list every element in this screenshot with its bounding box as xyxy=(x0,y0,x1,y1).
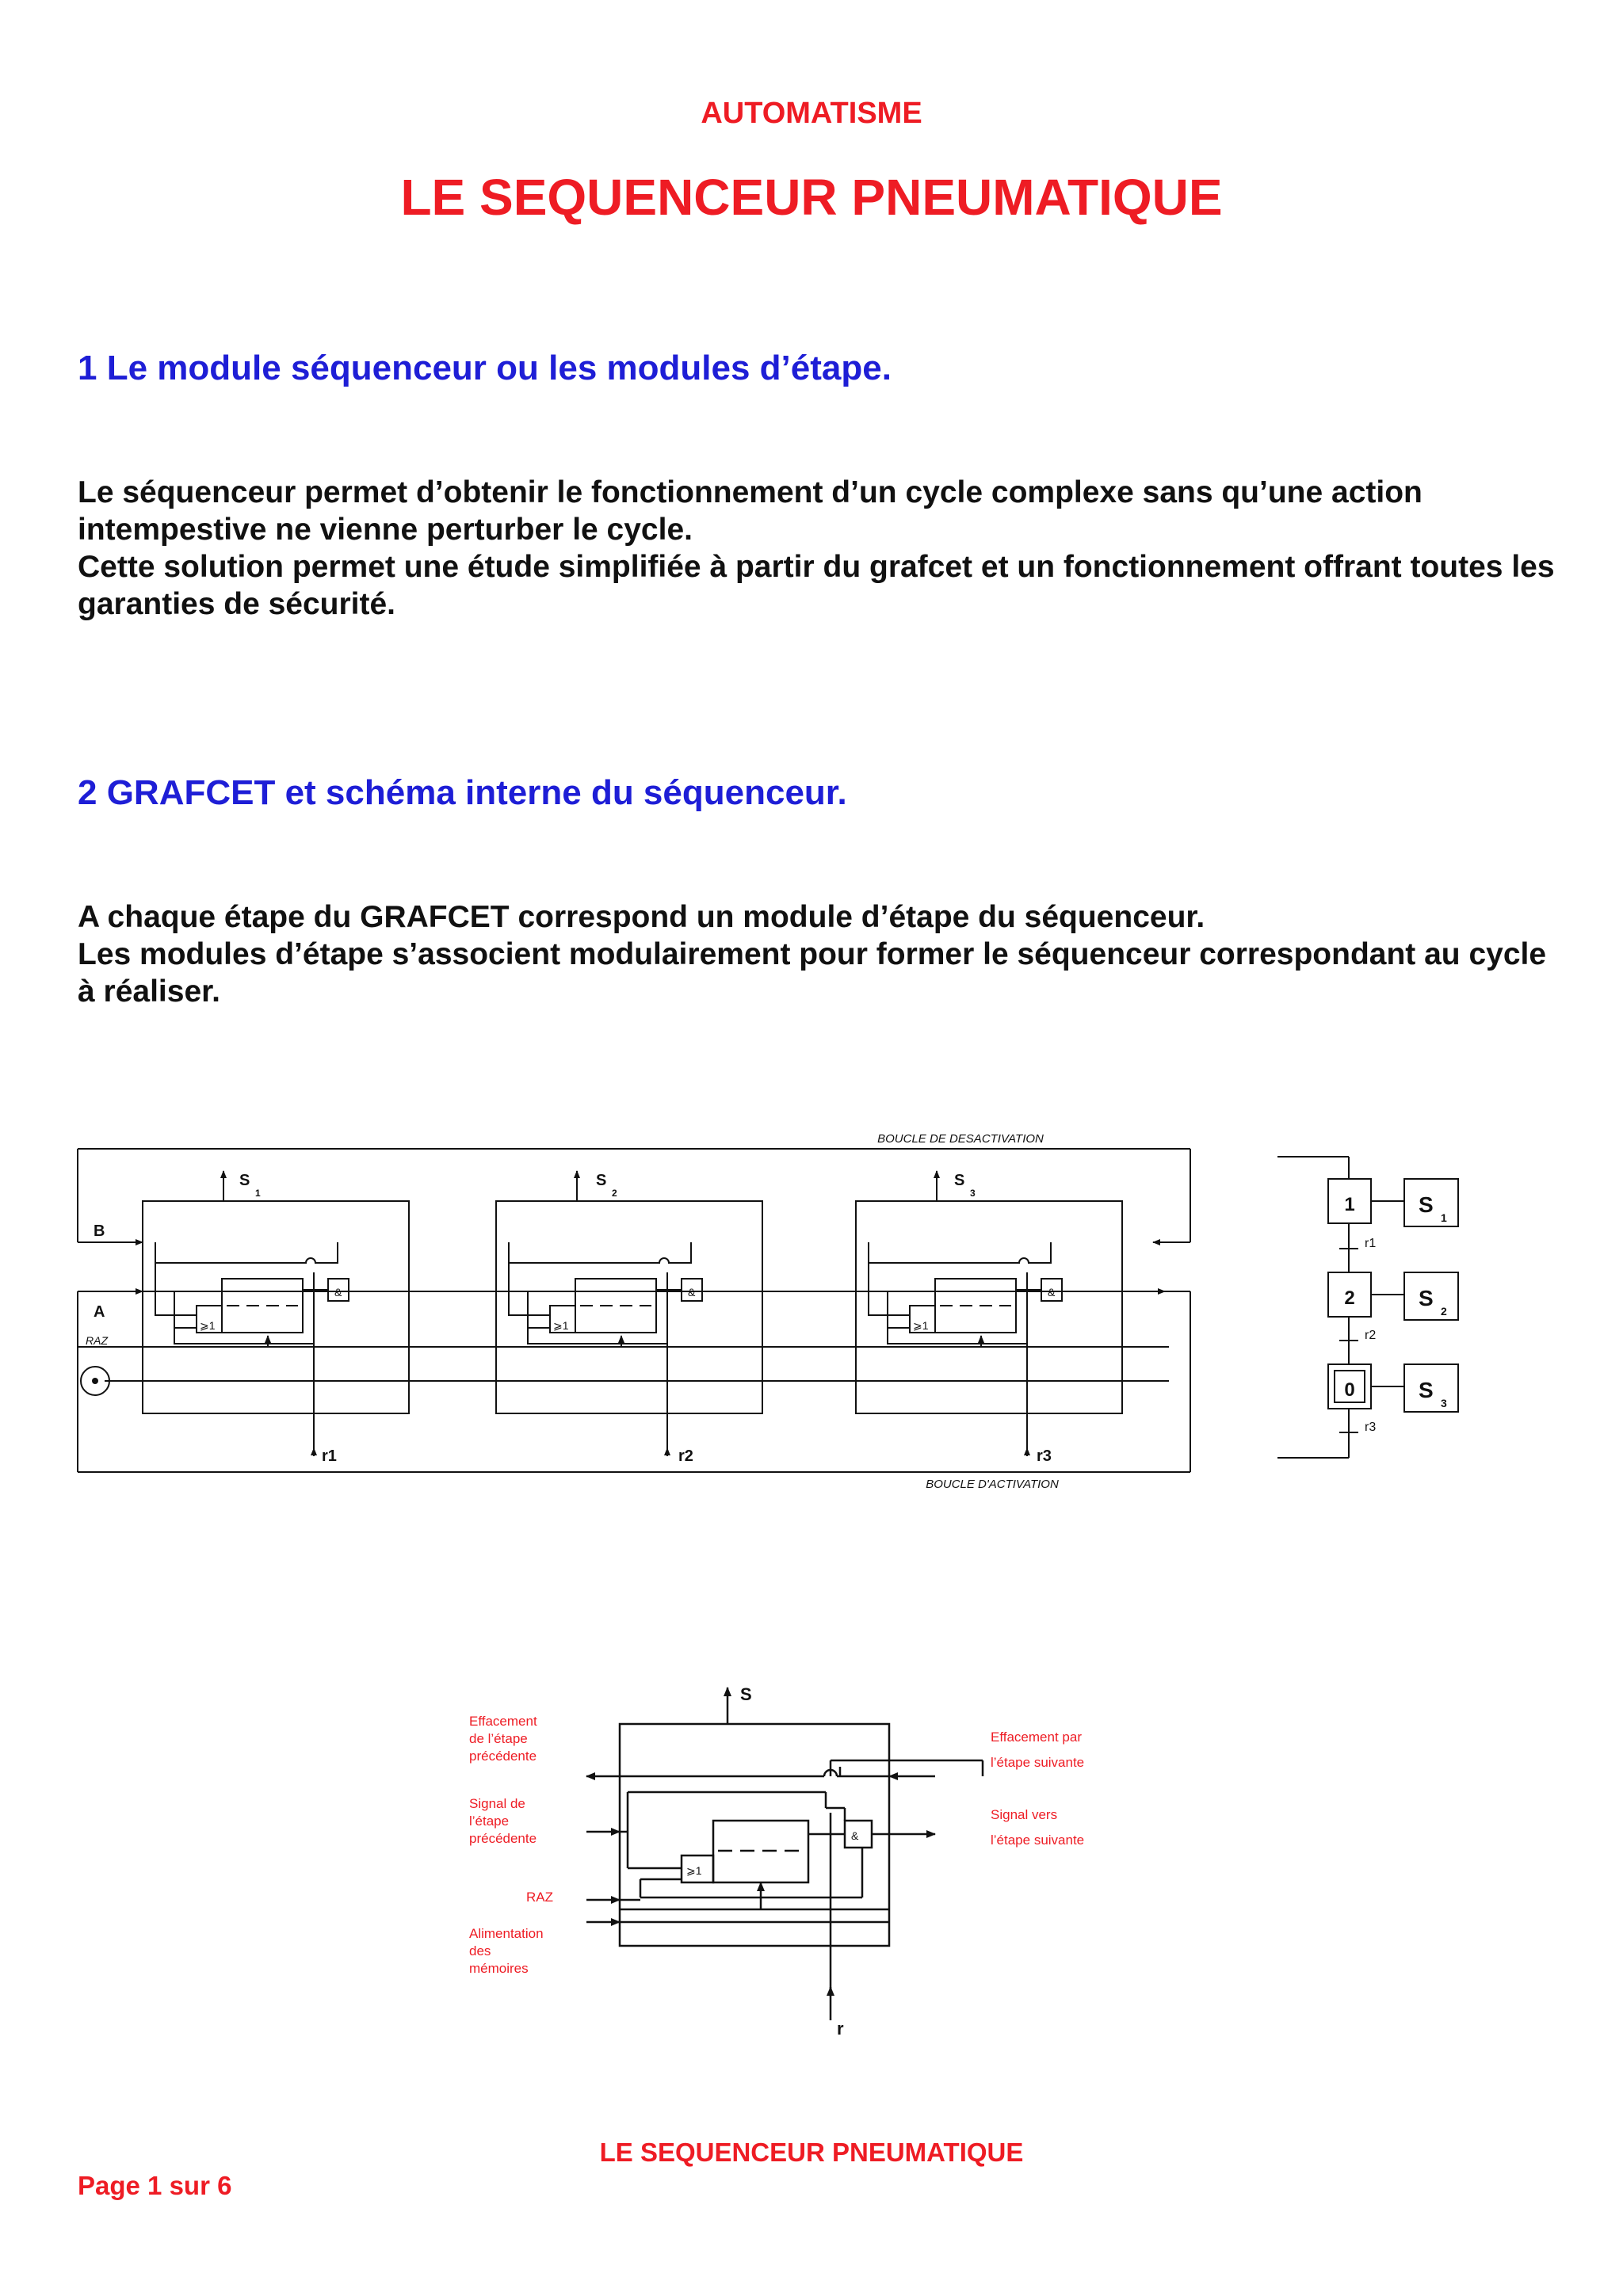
module-3-s-sub: 3 xyxy=(970,1188,976,1199)
label-signal-suivante: l’étape suivante xyxy=(991,1833,1085,1848)
feedback-loop-line xyxy=(528,1291,667,1344)
label-alimentation: Alimentation xyxy=(469,1926,544,1941)
grafcet-step-1: 1 xyxy=(1344,1194,1355,1215)
grafcet-action-2: S xyxy=(1419,1286,1434,1310)
label-signal-suivante: Signal vers xyxy=(991,1807,1058,1822)
grafcet-step-2: 2 xyxy=(1344,1287,1355,1309)
grafcet-transition-r2: r2 xyxy=(1365,1329,1377,1342)
module-1-and-symbol: & xyxy=(334,1286,342,1299)
feedback-loop-line xyxy=(888,1291,1027,1344)
signal-line xyxy=(509,1291,550,1315)
label-signal-precedente: précédente xyxy=(469,1831,537,1846)
label-signal-precedente: l’étape xyxy=(469,1814,510,1829)
module-3-or-symbol: ⩾1 xyxy=(913,1319,929,1332)
section-1-paragraph: Cette solution permet une étude simplifiée à partir du grafcet et un fonctionnement offrant toutes les garanties de sécurité. xyxy=(78,550,1555,621)
step-module-1 xyxy=(143,1171,409,1456)
label-effacement-suivante: Effacement par xyxy=(991,1730,1082,1745)
module-1-s-label: S xyxy=(239,1172,250,1189)
document-title: LE SEQUENCEUR PNEUMATIQUE xyxy=(400,169,1223,226)
label-effacement-suivante: l’étape suivante xyxy=(991,1755,1085,1770)
grafcet-action-1: S xyxy=(1419,1192,1434,1217)
module-1-r-label: r1 xyxy=(322,1447,337,1465)
module-3-and-symbol: & xyxy=(1048,1286,1056,1299)
module-2-s-sub: 2 xyxy=(612,1188,617,1199)
step-module-diagram xyxy=(428,1672,1141,2052)
section-1-body xyxy=(78,474,1568,623)
boucle-desactivation-label: BOUCLE DE DESACTIVATION xyxy=(877,1132,1044,1146)
grafcet-action-3: S xyxy=(1419,1378,1434,1402)
grafcet-transition-r3: r3 xyxy=(1365,1421,1377,1434)
module-r-label: r xyxy=(837,2019,844,2039)
module-or-symbol: ⩾1 xyxy=(686,1864,702,1877)
section-2-paragraph: A chaque étape du GRAFCET correspond un module d’étape du séquenceur. xyxy=(78,900,1205,934)
section-1-title: 1 Le module séquenceur ou les modules d’étape. xyxy=(78,349,892,387)
section-2-title: 2 GRAFCET et schéma interne du séquenceur. xyxy=(78,773,847,812)
grafcet-action-2-sub: 2 xyxy=(1441,1305,1447,1318)
label-raz: RAZ xyxy=(526,1890,553,1905)
boucle-activation-label: BOUCLE D'ACTIVATION xyxy=(926,1478,1059,1491)
module-2-and-symbol: & xyxy=(688,1286,696,1299)
module-3-s-label: S xyxy=(954,1172,965,1189)
module-2-s-label: S xyxy=(596,1172,607,1189)
signal-line xyxy=(869,1291,910,1315)
grafcet-step-0-initial: 0 xyxy=(1344,1379,1355,1401)
label-alimentation: des xyxy=(469,1943,491,1958)
grafcet-action-1-sub: 1 xyxy=(1441,1211,1447,1224)
deactivation-line xyxy=(509,1242,691,1263)
input-a-label: A xyxy=(94,1303,105,1321)
label-signal-precedente: Signal de xyxy=(469,1796,525,1811)
grafcet-transition-r1: r1 xyxy=(1365,1237,1377,1250)
module-2-or-symbol: ⩾1 xyxy=(553,1319,569,1332)
label-effacement-precedente: précédente xyxy=(469,1749,537,1764)
label-effacement-precedente: de l’étape xyxy=(469,1731,528,1746)
step-module-3 xyxy=(856,1171,1122,1456)
label-effacement-precedente: Effacement xyxy=(469,1714,537,1729)
grafcet-action-3-sub: 3 xyxy=(1441,1397,1447,1409)
section-1-paragraph: Le séquenceur permet d’obtenir le fonctionnement d’un cycle complexe sans qu’une action intempestive ne vienne perturber le cycle. xyxy=(78,475,1423,547)
sequencer-schema-diagram xyxy=(0,1109,1623,1505)
label-alimentation: mémoires xyxy=(469,1961,529,1976)
input-b-label: B xyxy=(94,1222,105,1240)
footer-title: LE SEQUENCEUR PNEUMATIQUE xyxy=(599,2138,1024,2167)
deactivation-line xyxy=(869,1242,1051,1263)
module-1-s-sub: 1 xyxy=(255,1188,261,1199)
raz-label: RAZ xyxy=(86,1334,108,1347)
step-module-2 xyxy=(496,1171,762,1456)
module-1-or-symbol: ⩾1 xyxy=(200,1319,216,1332)
module-s-label: S xyxy=(740,1684,752,1704)
section-2-paragraph: Les modules d’étape s’associent modulairement pour former le séquenceur correspondant au cycle à réaliser. xyxy=(78,937,1547,1009)
page-number: Page 1 sur 6 xyxy=(78,2171,232,2200)
module-2-r-label: r2 xyxy=(678,1447,693,1465)
deactivation-line xyxy=(155,1242,338,1263)
module-3-r-label: r3 xyxy=(1037,1447,1052,1465)
feedback-loop-line xyxy=(174,1291,314,1344)
signal-line xyxy=(155,1291,197,1315)
module-and-symbol: & xyxy=(851,1829,859,1842)
document-subject: AUTOMATISME xyxy=(701,97,922,130)
section-2-body xyxy=(78,898,1568,1010)
